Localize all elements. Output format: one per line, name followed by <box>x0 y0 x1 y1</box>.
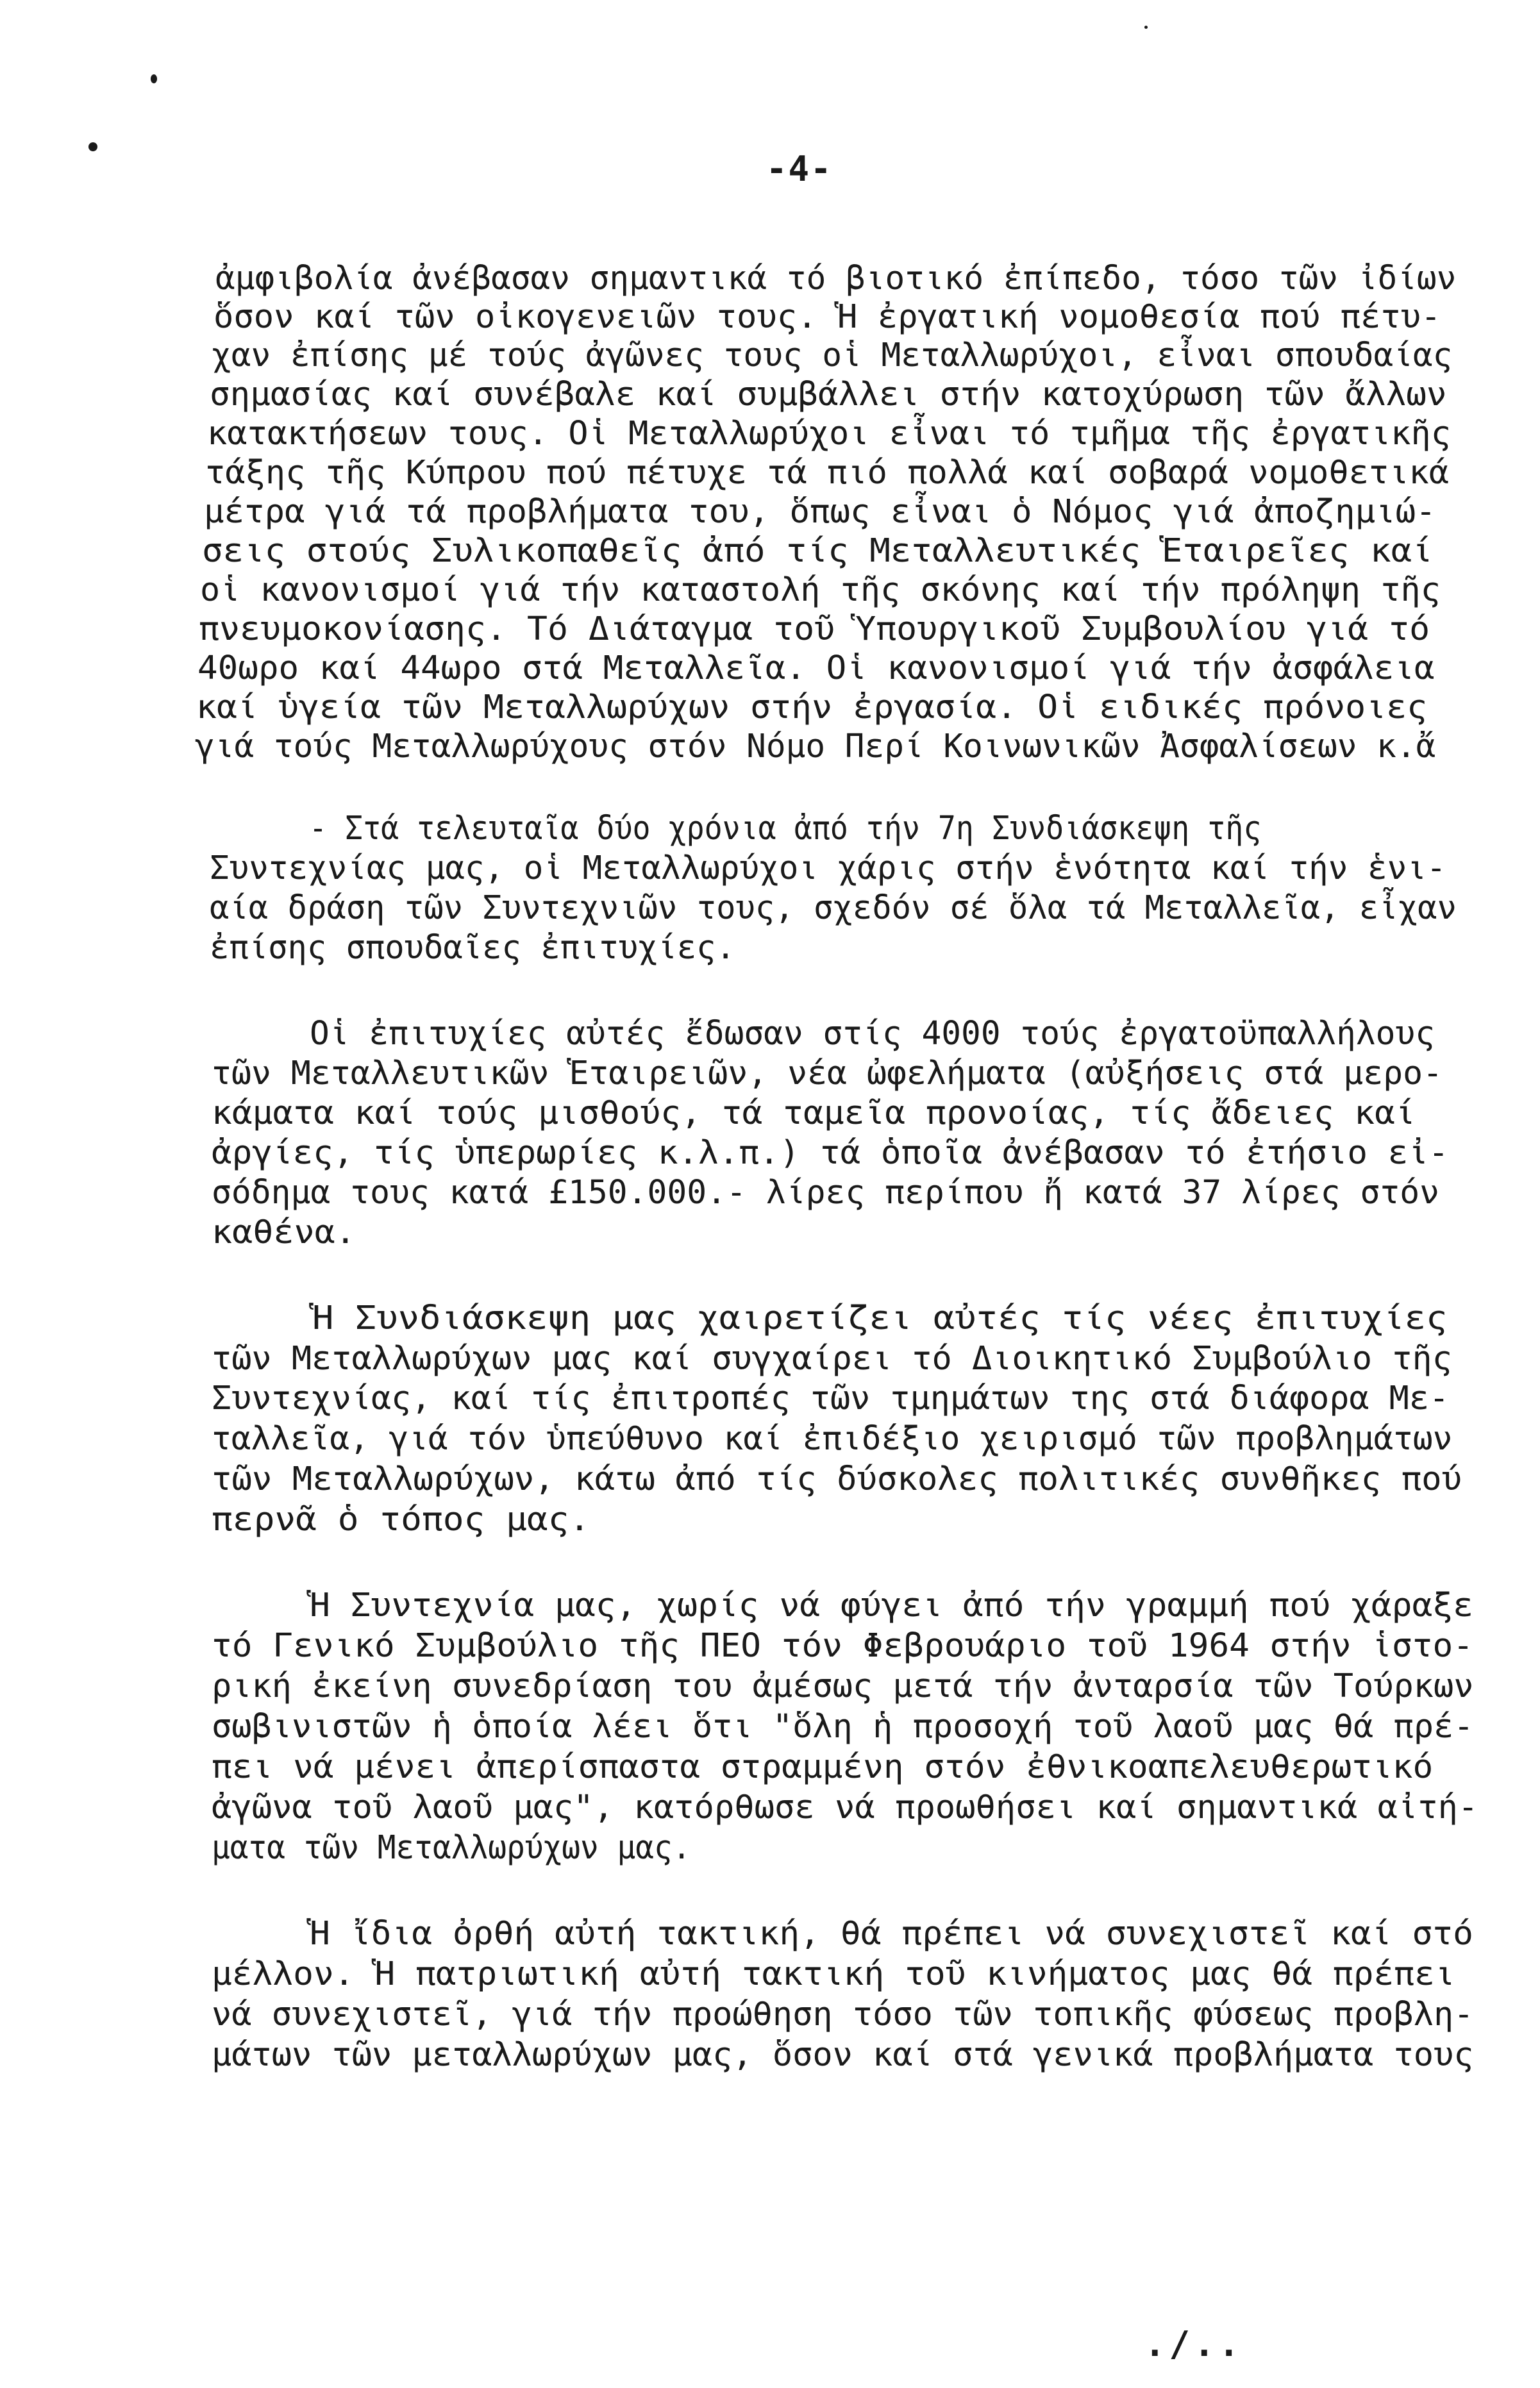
text-line: Ἡ Συντεχνία μας, χωρίς νά φύγει ἀπό τήν γραμμή πού χάραξε <box>310 1586 1473 1624</box>
text-line: ἀργίες, τίς ὑπερωρίες κ.λ.π.) τά ὁποῖα ἀνέβασαν τό ἐτήσιο εἰ- <box>212 1133 1449 1171</box>
text-line: τάξης τῆς Κύπρου πού πέτυχε τά πιό πολλά καί σοβαρά νομοθετικά <box>205 453 1450 491</box>
text-line: κάματα καί τούς μισθούς, τά ταμεῖα προνοίας, τίς ἄδειες καί <box>212 1094 1416 1131</box>
page-number: -4- <box>766 149 833 189</box>
scan-speck <box>1144 26 1148 29</box>
text-line: - Στά τελευταῖα δύο χρόνια ἀπό τήν 7η Συνδιάσκεψη τῆς <box>309 809 1262 847</box>
text-line: αία δράση τῶν Συντεχνιῶν τους, σχεδόν σέ ὅλα τά Μεταλλεῖα, εἶχαν <box>210 889 1457 926</box>
text-line: ἀμφιβολία ἀνέβασαν σημαντικά τό βιοτικό ἐπίπεδο, τόσο τῶν ἰδίων <box>215 259 1457 297</box>
text-line: Οἱ ἐπιτυχίες αὐτές ἔδωσαν στίς 4000 τούς ἐργατοϋπαλλήλους <box>310 1014 1435 1052</box>
text-line: τῶν Μεταλλωρύχων, κάτω ἀπό τίς δύσκολες πολιτικές συνθῆκες πού <box>212 1460 1462 1498</box>
text-line: περνᾶ ὁ τόπος μας. <box>212 1500 590 1538</box>
text-line: Ἡ Συνδιάσκεψη μας χαιρετίζει αὐτές τίς νέες ἐπιτυχίες <box>312 1299 1448 1337</box>
continuation-mark: ./.. <box>1144 2324 1244 2364</box>
text-line: ταλλεῖα, γιά τόν ὑπεύθυνο καί ἐπιδέξιο χειρισμό τῶν προβλημάτων <box>212 1419 1453 1457</box>
text-line: Συντεχνίας, καί τίς ἐπιτροπές τῶν τμημάτων της στά διάφορα Με- <box>212 1379 1450 1417</box>
text-line: 40ωρο καί 44ωρο στά Μεταλλεῖα. Οἱ κανονισμοί γιά τήν ἀσφάλεια <box>197 649 1435 687</box>
text-line: γιά τούς Μεταλλωρύχους στόν Νόμο Περί Κοινωνικῶν Ἀσφαλίσεων κ.ἄ <box>195 727 1436 765</box>
text-line: ὅσον καί τῶν οἰκογενειῶν τους. Ἡ ἐργατική νομοθεσία πού πέτυ- <box>213 297 1441 335</box>
text-line: οἱ κανονισμοί γιά τήν καταστολή τῆς σκόνης καί τήν πρόληψη τῆς <box>200 571 1441 608</box>
scan-speck <box>151 74 157 83</box>
text-line: κατακτήσεων τους. Οἱ Μεταλλωρύχοι εἶναι τό τμῆμα τῆς ἐργατικῆς <box>207 414 1452 452</box>
text-line: ἐπίσης σπουδαῖες ἐπιτυχίες. <box>210 928 735 966</box>
text-line: καθένα. <box>212 1213 356 1251</box>
text-line: τό Γενικό Συμβούλιο τῆς ΠΕΟ τόν Φεβρουάριο τοῦ 1964 στήν ἱστο- <box>212 1626 1473 1664</box>
text-line: τῶν Μεταλλωρύχων μας καί συγχαίρει τό Διοικητικό Συμβούλιο τῆς <box>212 1339 1452 1377</box>
text-line: τῶν Μεταλλευτικῶν Ἑταιρειῶν, νέα ὠφελήματα (αὐξήσεις στά μερο- <box>212 1054 1443 1092</box>
text-line: πει νά μένει ἀπερίσπαστα στραμμένη στόν ἐθνικοαπελευθερωτικό <box>212 1748 1434 1785</box>
text-line: μάτων τῶν μεταλλωρύχων μας, ὅσον καί στά γενικά προβλήματα τους <box>212 2035 1474 2073</box>
scan-speck <box>88 142 97 151</box>
text-line: χαν ἐπίσης μέ τούς ἀγῶνες τους οἱ Μεταλλωρύχοι, εἶναι σπουδαίας <box>212 336 1453 374</box>
text-line: μέτρα γιά τά προβλήματα του, ὅπως εἶναι ὁ Νόμος γιά ἀποζημιώ- <box>204 492 1436 530</box>
text-line: μέλλον. Ἡ πατριωτική αὐτή τακτική τοῦ κινήματος μας θά πρέπει <box>212 1955 1455 1992</box>
text-line: σωβινιστῶν ἡ ὁποία λέει ὅτι "ὅλη ἡ προσοχή τοῦ λαοῦ μας θά πρέ- <box>212 1707 1474 1745</box>
text-line: σημασίας καί συνέβαλε καί συμβάλλει στήν κατοχύρωση τῶν ἄλλων <box>210 375 1447 413</box>
text-line: καί ὑγεία τῶν Μεταλλωρύχων στήν ἐργασία. Οἱ ειδικές πρόνοιες <box>196 688 1428 726</box>
text-line: ρική ἐκείνη συνεδρίαση του ἀμέσως μετά τήν ἀνταρσία τῶν Τούρκων <box>212 1667 1474 1705</box>
text-line: ματα τῶν Μεταλλωρύχων μας. <box>212 1828 691 1866</box>
text-line: Συντεχνίας μας, οἱ Μεταλλωρύχοι χάρις στήν ἑνότητα καί τήν ἑνι- <box>210 849 1446 887</box>
text-line: ἀγῶνα τοῦ λαοῦ μας", κατόρθωσε νά προωθήσει καί σημαντικά αἰτή- <box>212 1788 1478 1826</box>
text-line: σεις στούς Συλικοπαθεῖς ἀπό τίς Μεταλλευτικές Ἑταιρεῖες καί <box>202 531 1433 569</box>
text-line: Ἡ ἴδια ὀρθή αὐτή τακτική, θά πρέπει νά συνεχιστεῖ καί στό <box>310 1914 1473 1952</box>
text-line: νά συνεχιστεῖ, γιά τήν προώθηση τόσο τῶν τοπικῆς φύσεως προβλη- <box>212 1995 1474 2033</box>
text-line: πνευμοκονίασης. Τό Διάταγμα τοῦ Ὑπουργικοῦ Συμβουλίου γιά τό <box>199 610 1430 647</box>
text-line: σόδημα τους κατά £150.000.- λίρες περίπου ἤ κατά 37 λίρες στόν <box>212 1173 1440 1211</box>
